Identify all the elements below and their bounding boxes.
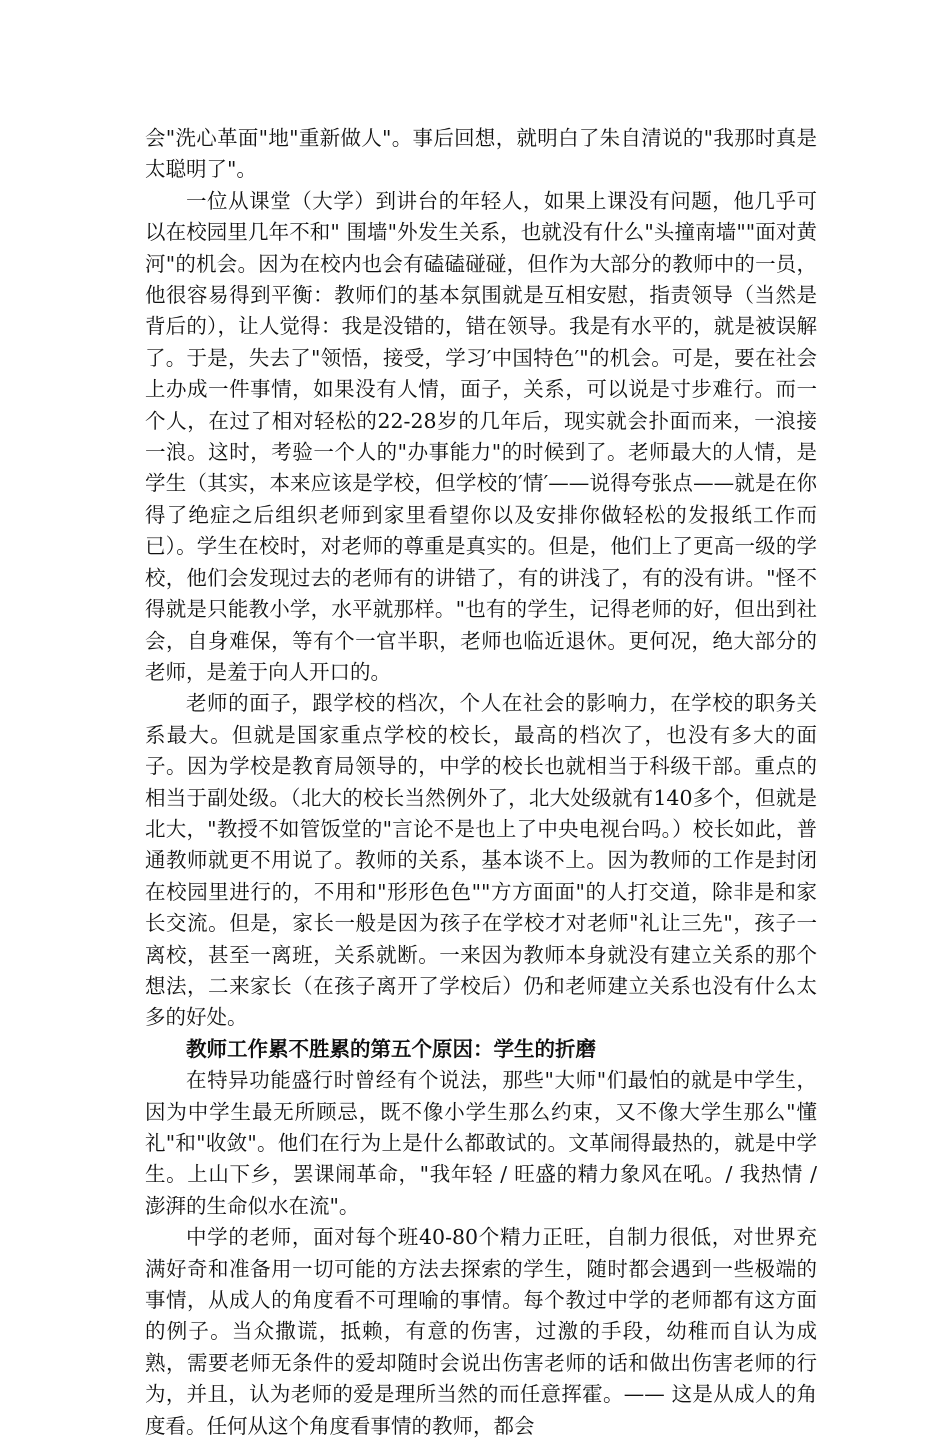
paragraph-classroom-to-podium: 一位从课堂（大学）到讲台的年轻人，如果上课没有问题，他几乎可以在校园里几年不和" 围墙"外发生关系，也就没有什么"头撞南墙""面对黄河"的机会。因为在校内也会有磕磕碰碰，但作为大部分的教师中的一员，他很容易得到平衡：教师们的基本氛围就是互相安慰，指责领导（当然是背后的），让人觉得：我是没错的，错在领导。我是有水平的，就是被误解了。于是，失去了"领悟，接受，学习′中国特色′"的机会。可是，要在社会上办成一件事情，如果没有人情，面子，关系，可以说是寸步难行。而一个人，在过了相对轻松的22-28岁的几年后，现实就会扑面而来，一浪接一浪。这时，考验一个人的"办事能力"的时候到了。老师最大的人情，是学生（其实，本来应该是学校，但学校的′情′——说得夸张点——就是在你得了绝症之后组织老师到家里看望你以及安排你做轻松的发报纸工作而已）。学生在校时，对老师的尊重是真实的。但是，他们上了更高一级的学校，他们会发现过去的老师有的讲错了，有的讲浅了，有的没有讲。"怪不得就是只能教小学，水平就那样。"也有的学生，记得老师的好，但出到社会，自身难保，等有个一官半职，老师也临近退休。更何况，绝大部分的老师，是羞于向人开口的。 xyxy=(145,188,817,684)
section-heading-fifth-reason: 教师工作累不胜累的第五个原因：学生的折磨 xyxy=(186,1036,596,1061)
paragraph-teacher-face: 老师的面子，跟学校的档次，个人在社会的影响力，在学校的职务关系最大。但就是国家重点学校的校长，最高的档次了，也没有多大的面子。因为学校是教育局领导的，中学的校长也就相当于科级干部。重点的相当于副处级。（北大的校长当然例外了，北大处级就有140多个，但就是北大，"教授不如管饭堂的"言论不是也上了中央电视台吗。）校长如此，普通教师就更不用说了。教师的关系，基本谈不上。因为教师的工作是封闭在校园里进行的，不用和"形形色色""方方面面"的人打交道，除非是和家长交流。但是，家长一般是因为孩子在学校才对老师"礼让三先"，孩子一离校，甚至一离班，关系就断。一来因为教师本身就没有建立关系的那个想法，二来家长（在孩子离开了学校后）仍和老师建立关系也没有什么太多的好处。 xyxy=(145,691,817,1030)
paragraph-continuation: 会"洗心革面"地"重新做人"。事后回想，就明白了朱自清说的"我那时真是太聪明了"。 xyxy=(145,126,817,182)
document-body xyxy=(145,123,817,1442)
paragraph-middle-school-teachers: 中学的老师，面对每个班40-80个精力正旺，自制力很低，对世界充满好奇和准备用一切可能的方法去探索的学生，随时都会遇到一些极端的事情，从成人的角度看不可理喻的事情。每个教过中学的老师都有这方面的例子。当众撒谎，抵赖，有意的伤害，过激的手段，幼稚而自认为成熟，需要老师无条件的爱却随时会说出伤害老师的话和做出伤害老师的行为，并且，认为老师的爱是理所当然的而任意挥霍。—— 这是从成人的角度看。任何从这个角度看事情的教师，都会 xyxy=(145,1225,817,1438)
paragraph-middle-school-students: 在特异功能盛行时曾经有个说法，那些"大师"们最怕的就是中学生，因为中学生最无所顾忌，既不像小学生那么约束，又不像大学生那么"懂礼"和"收敛"。他们在行为上是什么都敢试的。文革闹得最热的，就是中学生。上山下乡，罢课闹革命，"我年轻 / 旺盛的精力象风在吼。/ 我热情 / 澎湃的生命似水在流"。 xyxy=(145,1068,817,1218)
